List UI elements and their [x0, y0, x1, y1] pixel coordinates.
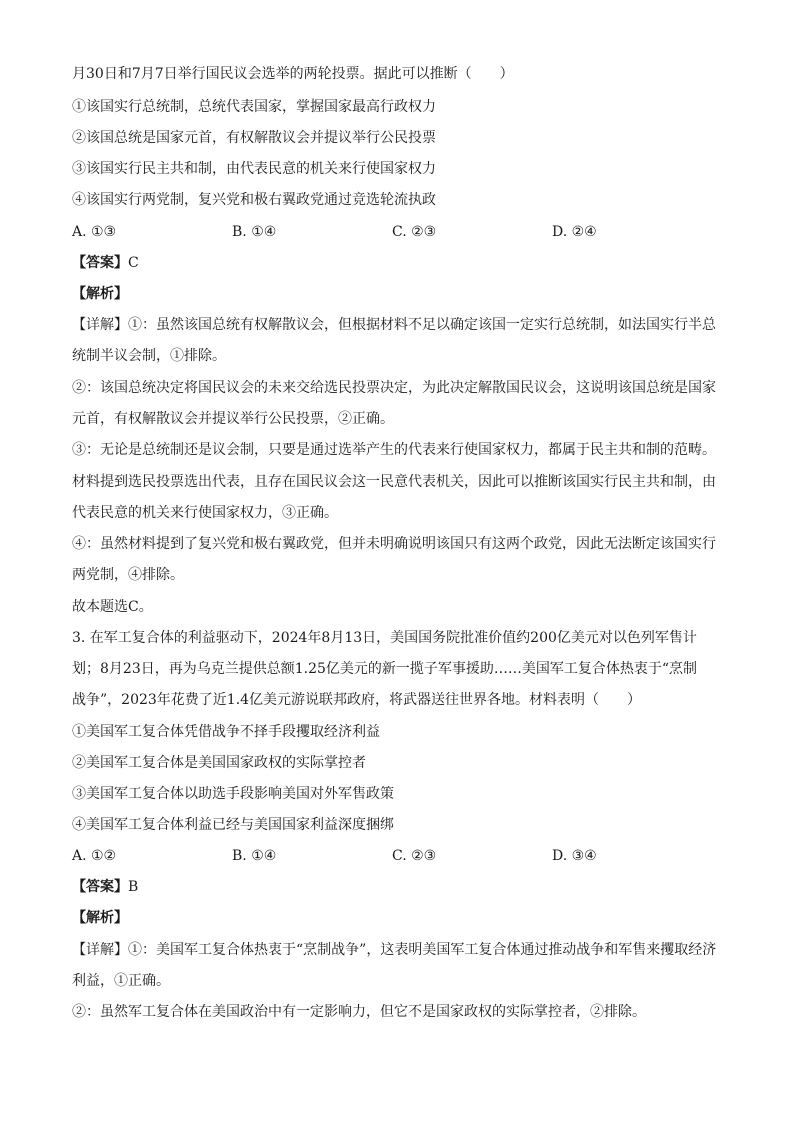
question-3-stem: 战争”，2023年花费了近1.4亿美元游说联邦政府，将武器送往世界各地。材料表明（ ）: [72, 692, 642, 708]
option-c: C. ②③: [392, 224, 437, 240]
analysis-tag: 【解析】: [72, 910, 128, 926]
answer-line: [72, 253, 724, 273]
detail-line: ②：该国总统决定将国民议会的未来交给选民投票决定，为此决定解散国民议会，这说明该国总统是国家: [72, 380, 716, 396]
answer-tag: 【答案】: [72, 879, 128, 895]
detail-line: ③：无论是总统制还是议会制，只要是通过选举产生的代表来行使国家权力，都属于民主共和制的范畴。: [72, 442, 716, 458]
analysis-tag: 【解析】: [72, 286, 128, 302]
answer-tag: 【答案】: [72, 255, 128, 271]
detail-line: 代表民意的机关来行使国家权力，③正确。: [72, 505, 338, 521]
option-b: B. ①④: [232, 848, 277, 864]
question-3-stem: 划；8月23日，再为乌克兰提供总额1.25亿美元的新一揽子军事援助……美国军工复合体热衷于“烹制: [72, 661, 698, 677]
option-a: A. ①②: [72, 848, 117, 864]
detail-line: 【详解】①：虽然该国总统有权解散议会，但根据材料不足以确定该国一定实行总统制，如法国实行半总: [72, 317, 716, 333]
question-stem-tail: 月30日和7月7日举行国民议会选举的两轮投票。据此可以推断（ ）: [72, 66, 514, 82]
statement-3: ③美国军工复合体以助选手段影响美国对外军售政策: [72, 786, 394, 802]
detail-line: 利益，①正确。: [72, 973, 170, 989]
statement-2: ②该国总统是国家元首，有权解散议会并提议举行公民投票: [72, 130, 436, 146]
option-c: C. ②③: [392, 848, 437, 864]
option-d: D. ②④: [552, 224, 597, 240]
detail-line: 两党制，④排除。: [72, 567, 184, 583]
answer-line: [72, 877, 724, 897]
option-d: D. ③④: [552, 848, 597, 864]
statement-1: ①美国军工复合体凭借战争不择手段攫取经济利益: [72, 724, 380, 740]
detail-line: 【详解】①：美国军工复合体热衷于“烹制战争”，这表明美国军工复合体通过推动战争和军售来攫取经济: [72, 942, 717, 958]
detail-line: 元首，有权解散议会并提议举行公民投票，②正确。: [72, 411, 394, 427]
option-b: B. ①④: [232, 224, 277, 240]
answer-value: B: [128, 879, 139, 895]
option-a: A. ①③: [72, 224, 117, 240]
detail-line: ②：虽然军工复合体在美国政治中有一定影响力，但它不是国家政权的实际掌控者，②排除。: [72, 1004, 646, 1020]
detail-line: 材料提到选民投票选出代表，且存在国民议会这一民意代表机关，因此可以推断该国实行民主共和制，由: [72, 474, 716, 490]
answer-value: C: [128, 255, 139, 271]
detail-line: ④：虽然材料提到了复兴党和极右翼政党，但并未明确说明该国只有这两个政党，因此无法断定该国实行: [72, 536, 716, 552]
detail-line: 统制半议会制，①排除。: [72, 348, 226, 364]
statement-4: ④美国军工复合体利益已经与美国国家利益深度捆绑: [72, 817, 394, 833]
statement-4: ④该国实行两党制，复兴党和极右翼政党通过竞选轮流执政: [72, 192, 436, 208]
conclusion-line: 故本题选C。: [72, 599, 153, 615]
statement-3: ③该国实行民主共和制，由代表民意的机关来行使国家权力: [72, 161, 436, 177]
statement-2: ②美国军工复合体是美国国家政权的实际掌控者: [72, 755, 366, 771]
question-3-stem: 3. 在军工复合体的利益驱动下，2024年8月13日，美国国务院批准价值约200亿美元对以色列军售计: [72, 630, 697, 646]
statement-1: ①该国实行总统制，总统代表国家，掌握国家最高行政权力: [72, 99, 436, 115]
